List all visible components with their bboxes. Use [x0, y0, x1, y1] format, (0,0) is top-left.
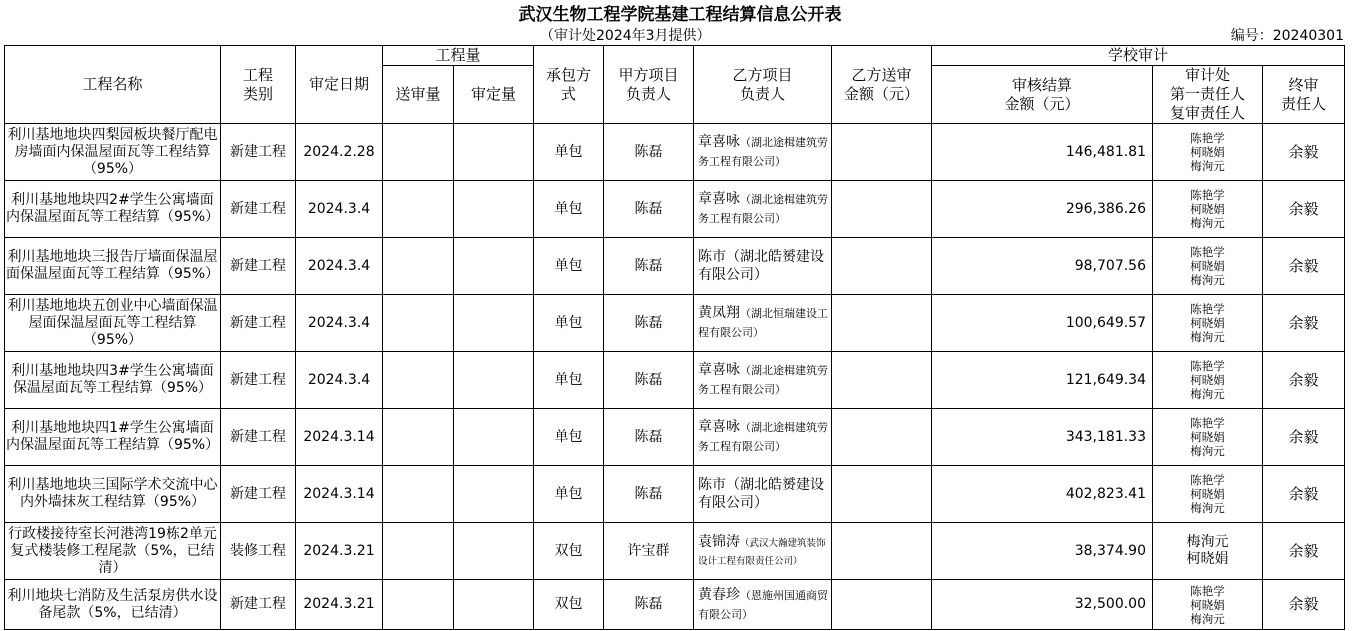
cell-submitted-qty [383, 409, 454, 466]
header-approval-date: 审定日期 [296, 46, 383, 124]
cell-approved-qty [454, 295, 534, 352]
cell-submitted-qty [383, 352, 454, 409]
cell-project-type: 新建工程 [221, 466, 296, 523]
header-approved-qty: 审定量 [454, 66, 534, 124]
cell-approved-qty [454, 466, 534, 523]
cell-contract-mode: 单包 [534, 466, 604, 523]
cell-review-lead: 陈艳学 柯晓娟 梅洵元 [1153, 124, 1263, 181]
cell-party-b-lead [694, 523, 832, 580]
cell-final-lead: 余毅 [1263, 124, 1345, 181]
cell-project-name: 利川地块七消防及生活泵房供水设备尾款（5%，已结清） [5, 580, 221, 630]
cell-party-b-lead [694, 352, 832, 409]
cell-audit-amount: 98,707.56 [932, 238, 1153, 295]
header-school-audit: 学校审计 [932, 46, 1345, 66]
cell-submitted-qty [383, 580, 454, 630]
cell-audit-amount: 121,649.34 [932, 352, 1153, 409]
cell-project-type: 新建工程 [221, 295, 296, 352]
cell-party-a-lead: 陈磊 [604, 352, 694, 409]
table-row [5, 352, 1345, 409]
cell-project-type: 新建工程 [221, 580, 296, 630]
cell-approved-qty [454, 181, 534, 238]
party-b-person: 黄凤翔 [698, 305, 740, 321]
cell-project-type: 新建工程 [221, 238, 296, 295]
cell-project-type: 新建工程 [221, 352, 296, 409]
cell-contract-mode: 单包 [534, 124, 604, 181]
cell-party-b-amount [832, 409, 932, 466]
cell-party-b-amount [832, 124, 932, 181]
cell-party-a-lead: 陈磊 [604, 580, 694, 630]
cell-review-lead: 陈艳学 柯晓娟 梅洵元 [1153, 580, 1263, 630]
cell-approval-date: 2024.3.21 [296, 523, 383, 580]
cell-final-lead: 余毅 [1263, 466, 1345, 523]
cell-contract-mode: 单包 [534, 352, 604, 409]
header-contract-mode: 承包方 式 [534, 46, 604, 124]
table-row [5, 238, 1345, 295]
party-b-person: 陈市（湖北皓赟建设有限公司） [698, 477, 824, 511]
cell-submitted-qty [383, 238, 454, 295]
cell-review-lead: 陈艳学 柯晓娟 梅洵元 [1153, 295, 1263, 352]
table-row [5, 124, 1345, 181]
cell-approval-date: 2024.3.4 [296, 238, 383, 295]
party-b-person: 黄春珍 [698, 586, 740, 603]
cell-submitted-qty [383, 466, 454, 523]
header-final-lead: 终审 责任人 [1263, 66, 1345, 124]
cell-party-b-lead [694, 238, 832, 295]
document-number: 编号：20240301 [1230, 28, 1344, 44]
party-b-company: （湖北途楫建筑劳务工程有限公司） [698, 421, 828, 453]
cell-approval-date: 2024.3.14 [296, 409, 383, 466]
cell-party-b-lead [694, 124, 832, 181]
cell-audit-amount: 296,386.26 [932, 181, 1153, 238]
cell-approved-qty [454, 580, 534, 630]
cell-party-a-lead: 陈磊 [604, 181, 694, 238]
cell-party-a-lead: 陈磊 [604, 295, 694, 352]
cell-contract-mode: 双包 [534, 523, 604, 580]
cell-party-a-lead: 陈磊 [604, 466, 694, 523]
party-b-company: （湖北恒瑞建设工程有限公司） [698, 307, 828, 339]
header-project-name: 工程名称 [5, 46, 221, 124]
document-subtitle: （审计处2024年3月提供） [540, 28, 711, 44]
cell-party-b-lead [694, 580, 832, 630]
cell-submitted-qty [383, 181, 454, 238]
party-b-person: 章喜咏 [698, 362, 740, 378]
party-b-person: 袁锦涛 [698, 534, 740, 550]
cell-project-name: 利川基地地块四3#学生公寓墙面保温屋面瓦等工程结算（95%） [5, 352, 221, 409]
party-b-company: （恩施州国通商贸有限公司） [698, 588, 828, 621]
cell-project-name: 利川基地地块三报告厅墙面保温屋面保温屋面瓦等工程结算（95%） [5, 238, 221, 295]
table-row [5, 181, 1345, 238]
header-submitted-qty: 送审量 [383, 66, 454, 124]
cell-final-lead: 余毅 [1263, 352, 1345, 409]
cell-final-lead: 余毅 [1263, 409, 1345, 466]
cell-contract-mode: 单包 [534, 238, 604, 295]
cell-submitted-qty [383, 295, 454, 352]
cell-approved-qty [454, 523, 534, 580]
cell-project-type: 装修工程 [221, 523, 296, 580]
cell-party-b-lead [694, 466, 832, 523]
party-b-person: 陈市（湖北皓赟建设有限公司） [698, 249, 824, 283]
table-row [5, 295, 1345, 352]
cell-project-name: 利川基地地块五创业中心墙面保温屋面保温屋面瓦等工程结算（95%） [5, 295, 221, 352]
cell-review-lead: 陈艳学 柯晓娟 梅洵元 [1153, 466, 1263, 523]
cell-final-lead: 余毅 [1263, 295, 1345, 352]
header-party-b-lead: 乙方项目 负责人 [694, 46, 832, 124]
header-project-type: 工程 类别 [221, 46, 296, 124]
party-b-person: 章喜咏 [698, 191, 740, 207]
cell-project-name: 利川基地地块四2#学生公寓墙面内保温屋面瓦等工程结算（95%） [5, 181, 221, 238]
cell-project-type: 新建工程 [221, 124, 296, 181]
cell-approved-qty [454, 352, 534, 409]
cell-audit-amount: 100,649.57 [932, 295, 1153, 352]
cell-party-a-lead: 陈磊 [604, 124, 694, 181]
cell-submitted-qty [383, 124, 454, 181]
cell-contract-mode: 单包 [534, 295, 604, 352]
cell-party-b-amount [832, 181, 932, 238]
cell-approval-date: 2024.2.28 [296, 124, 383, 181]
cell-review-lead: 陈艳学 柯晓娟 梅洵元 [1153, 238, 1263, 295]
cell-audit-amount: 38,374.90 [932, 523, 1153, 580]
header-audit-amount: 审核结算 金额（元） [932, 66, 1153, 124]
cell-approval-date: 2024.3.4 [296, 181, 383, 238]
cell-final-lead: 余毅 [1263, 181, 1345, 238]
party-b-company: （湖北途楫建筑劳务工程有限公司） [698, 136, 828, 168]
table-row [5, 466, 1345, 523]
table-row [5, 580, 1345, 630]
party-b-person: 章喜咏 [698, 419, 740, 435]
party-b-company: （湖北途楫建筑劳务工程有限公司） [698, 364, 828, 396]
cell-approval-date: 2024.3.4 [296, 352, 383, 409]
header-party-b-amount: 乙方送审 金额（元） [832, 46, 932, 124]
cell-approved-qty [454, 238, 534, 295]
cell-review-lead: 梅洵元 柯晓娟 [1153, 523, 1263, 580]
document-title: 武汉生物工程学院基建工程结算信息公开表 [518, 5, 842, 25]
party-b-company: （武汉大瀚建筑装饰设计工程有限责任公司） [698, 538, 826, 567]
cell-final-lead: 余毅 [1263, 238, 1345, 295]
cell-party-a-lead: 陈磊 [604, 238, 694, 295]
header-quantity-group: 工程量 [383, 46, 534, 66]
cell-project-name: 利川基地地块四梨园板块餐厅配电房墙面内保温屋面瓦等工程结算（95%） [5, 124, 221, 181]
cell-project-type: 新建工程 [221, 181, 296, 238]
cell-project-name: 利川基地地块四1#学生公寓墙面内保温屋面瓦等工程结算（95%） [5, 409, 221, 466]
cell-final-lead: 余毅 [1263, 523, 1345, 580]
cell-project-type: 新建工程 [221, 409, 296, 466]
cell-approval-date: 2024.3.4 [296, 295, 383, 352]
cell-audit-amount: 146,481.81 [932, 124, 1153, 181]
cell-contract-mode: 双包 [534, 580, 604, 630]
cell-contract-mode: 单包 [534, 409, 604, 466]
cell-party-b-lead [694, 409, 832, 466]
table-row [5, 523, 1345, 580]
cell-approved-qty [454, 409, 534, 466]
settlement-table [4, 45, 1345, 630]
party-b-company: （湖北途楫建筑劳务工程有限公司） [698, 193, 828, 225]
cell-party-b-amount [832, 580, 932, 630]
cell-approved-qty [454, 124, 534, 181]
cell-submitted-qty [383, 523, 454, 580]
cell-review-lead: 陈艳学 柯晓娟 梅洵元 [1153, 181, 1263, 238]
cell-party-b-amount [832, 238, 932, 295]
cell-approval-date: 2024.3.21 [296, 580, 383, 630]
cell-contract-mode: 单包 [534, 181, 604, 238]
cell-audit-amount: 343,181.33 [932, 409, 1153, 466]
header-review-lead: 审计处 第一责任人 复审责任人 [1153, 66, 1263, 124]
cell-party-a-lead: 陈磊 [604, 409, 694, 466]
party-b-person: 章喜咏 [698, 134, 740, 150]
cell-party-b-amount [832, 466, 932, 523]
cell-audit-amount: 32,500.00 [932, 580, 1153, 630]
cell-review-lead: 陈艳学 柯晓娟 梅洵元 [1153, 352, 1263, 409]
cell-audit-amount: 402,823.41 [932, 466, 1153, 523]
cell-party-b-amount [832, 295, 932, 352]
table-row [5, 409, 1345, 466]
cell-review-lead: 陈艳学 柯晓娟 梅洵元 [1153, 409, 1263, 466]
cell-final-lead: 余毅 [1263, 580, 1345, 630]
cell-project-name: 利川基地地块三国际学术交流中心内外墙抹灰工程结算（95%） [5, 466, 221, 523]
cell-party-b-lead [694, 295, 832, 352]
cell-party-b-amount [832, 523, 932, 580]
cell-party-a-lead: 许宝群 [604, 523, 694, 580]
cell-party-b-amount [832, 352, 932, 409]
header-party-a-lead: 甲方项目 负责人 [604, 46, 694, 124]
cell-party-b-lead [694, 181, 832, 238]
cell-project-name: 行政楼接待室长河港湾19栋2单元复式楼装修工程尾款（5%，已结清） [5, 523, 221, 580]
cell-approval-date: 2024.3.14 [296, 466, 383, 523]
